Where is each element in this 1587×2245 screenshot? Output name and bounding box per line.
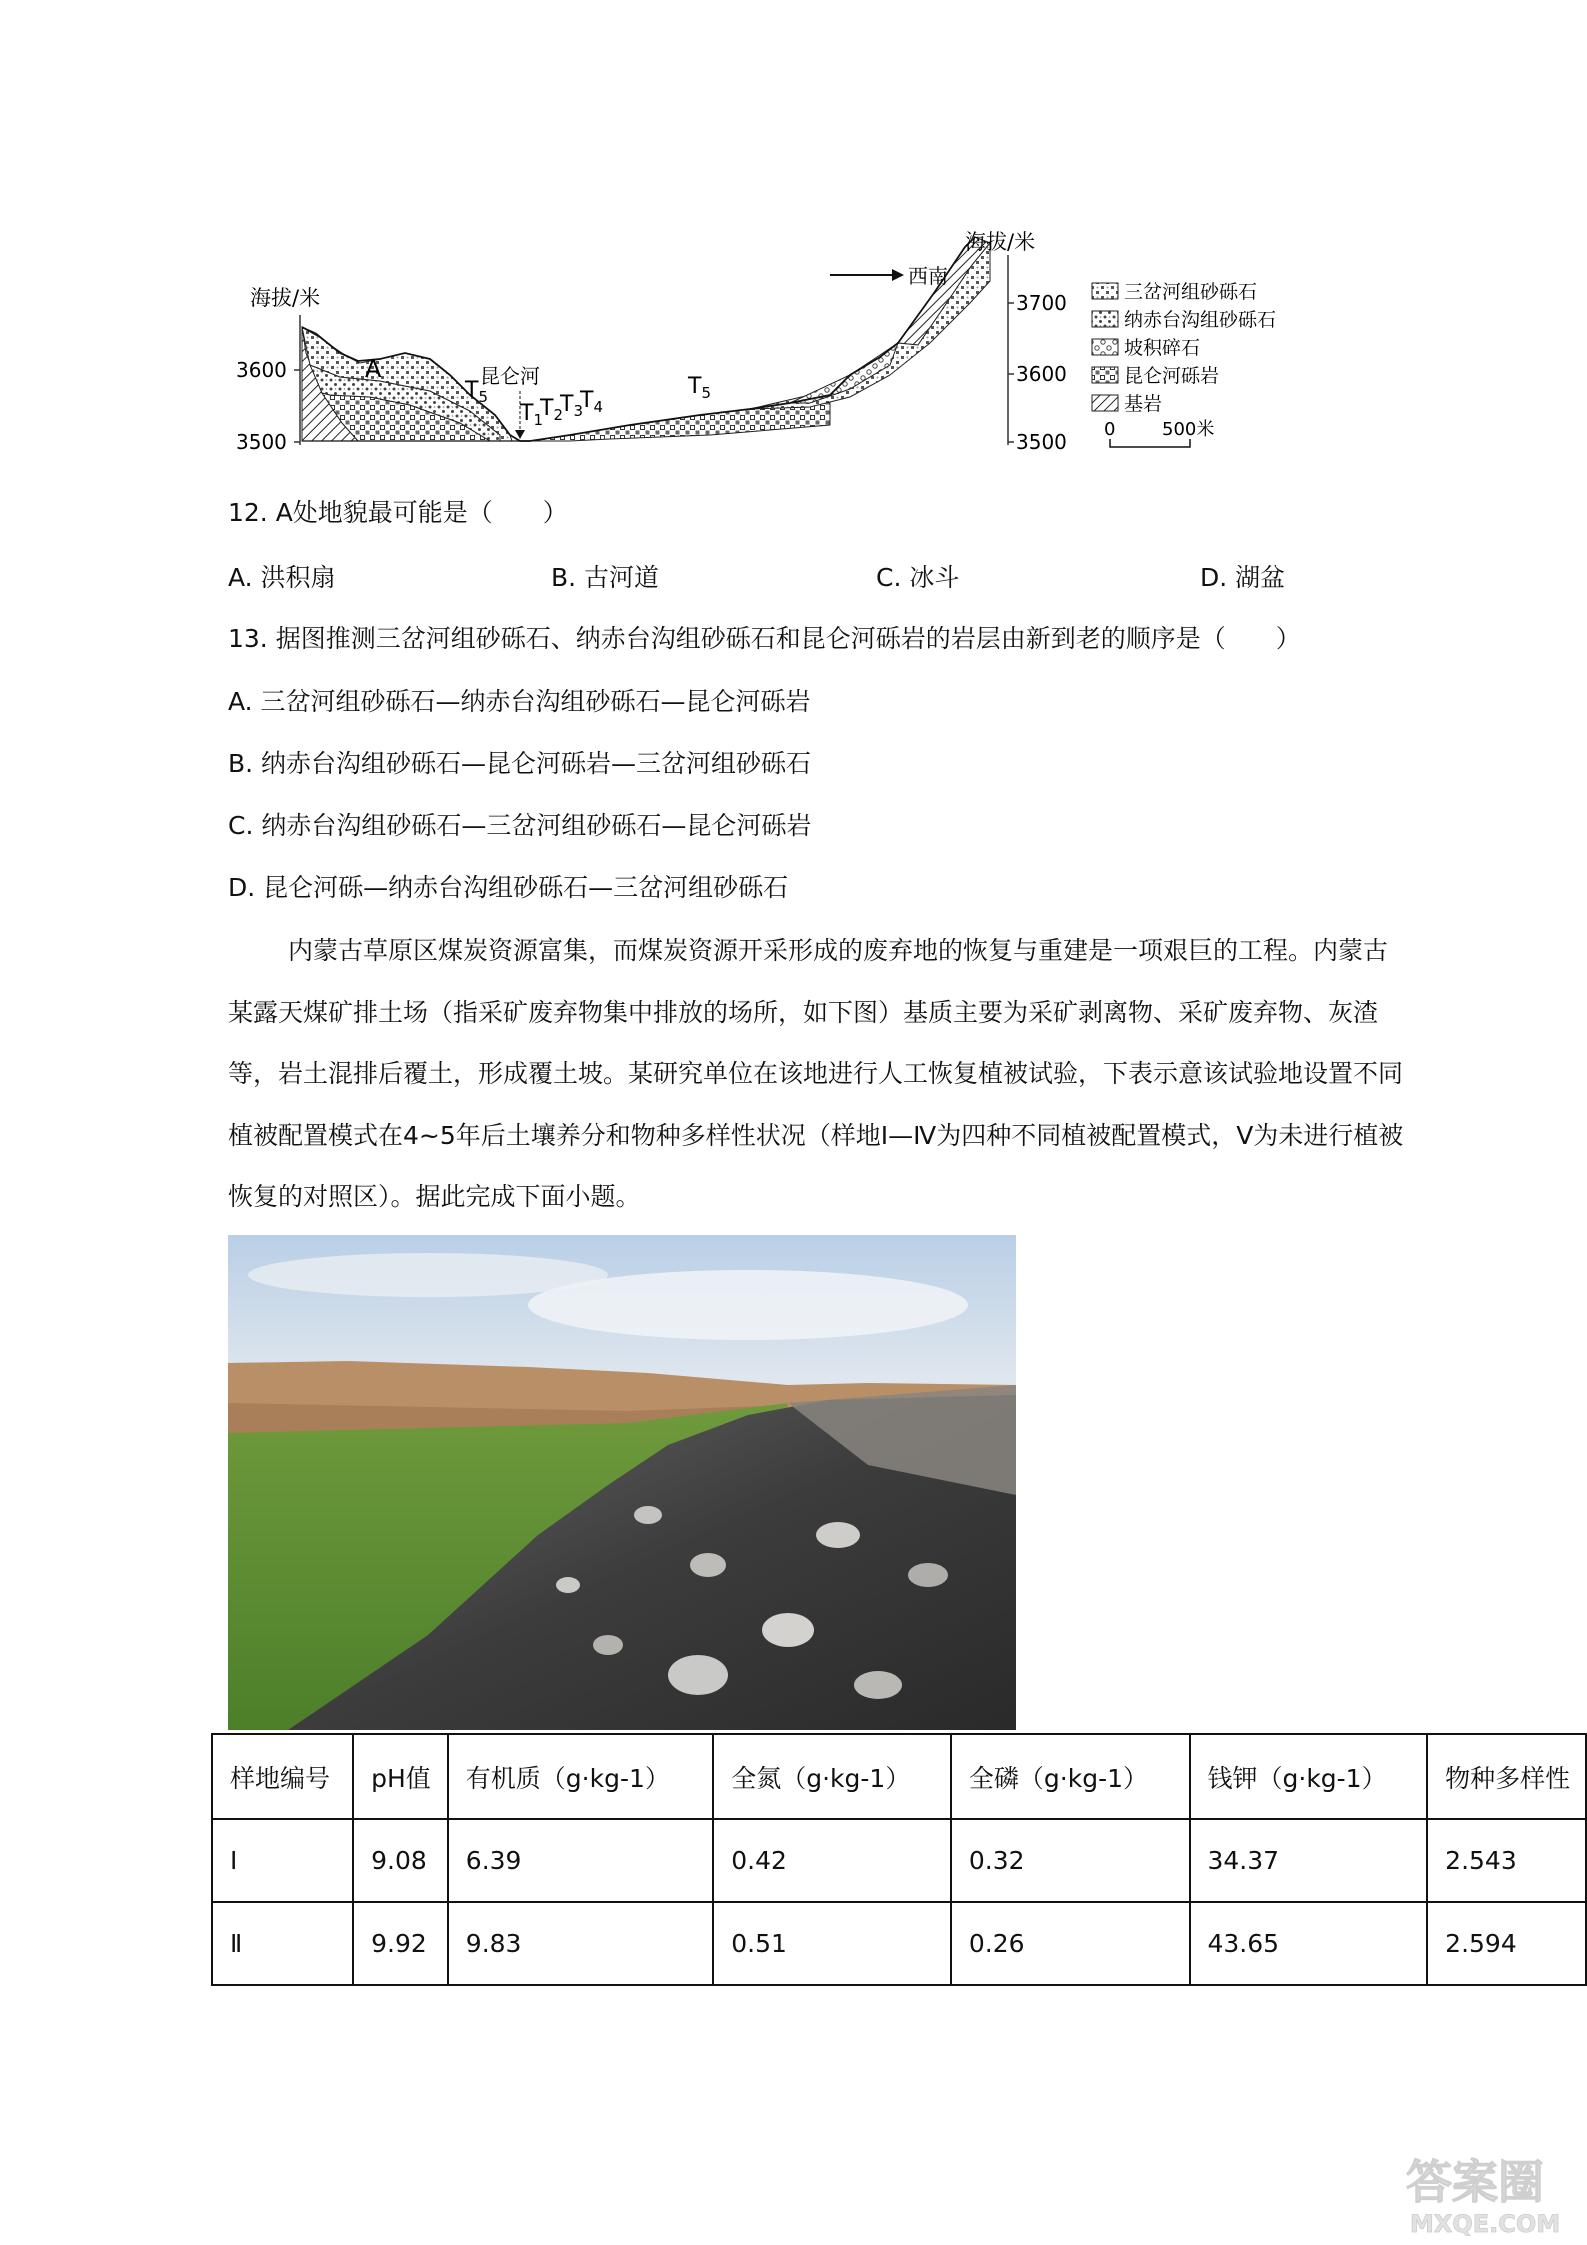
- legend-swatch-sanchahe: [1092, 283, 1118, 299]
- question-13-option-a: A. 三岔河组砂砾石—纳赤台沟组砂砾石—昆仑河砾岩: [228, 687, 811, 716]
- scale-zero: 0: [1104, 419, 1116, 440]
- left-tick-label: 3500: [236, 430, 287, 454]
- rock: [816, 1522, 860, 1548]
- table-header-row: [212, 1734, 1586, 1819]
- table-header-cell: 物种多样性: [1427, 1734, 1586, 1819]
- right-tick-label: 3500: [1016, 430, 1067, 454]
- legend-label: 三岔河组砂砾石: [1124, 281, 1258, 303]
- table-cell: 0.26: [951, 1902, 1190, 1985]
- watermark-logo: [1400, 2140, 1580, 2240]
- terrace-t1: $T_1$: [520, 401, 543, 429]
- table-cell: 9.08: [353, 1819, 448, 1902]
- table-header-cell: 全磷（g·kg-1）: [951, 1734, 1190, 1819]
- table-cell: 9.92: [353, 1902, 448, 1985]
- rock: [690, 1553, 726, 1577]
- question-12-option-c: C. 冰斗: [876, 563, 960, 592]
- table-cell: 9.83: [448, 1902, 713, 1985]
- terrace-t5-left: $T_5$: [465, 378, 488, 406]
- river-marker: [515, 430, 525, 439]
- question-13-option-d: D. 昆仑河砾—纳赤台沟组砂砾石—三岔河组砂砾石: [228, 873, 789, 902]
- legend-label: 纳赤台沟组砂砾石: [1124, 309, 1277, 331]
- table-header-cell: 钱钾（g·kg-1）: [1190, 1734, 1428, 1819]
- table-cell: 2.594: [1427, 1902, 1586, 1985]
- direction-arrowhead: [892, 269, 904, 281]
- table-row: [212, 1819, 1586, 1902]
- right-axis-title: 海拔/米: [965, 230, 1036, 254]
- table-header-cell: pH值: [353, 1734, 448, 1819]
- question-12-option-d: D. 湖盆: [1200, 563, 1286, 592]
- scale-label: 500米: [1162, 419, 1215, 440]
- legend-swatch-bedrock: [1092, 395, 1118, 411]
- terrace-t5-right: $T_5$: [688, 374, 711, 402]
- right-tick-label: 3600: [1016, 362, 1067, 386]
- geological-cross-section: [230, 225, 1360, 465]
- table-cell: Ⅱ: [212, 1902, 353, 1985]
- point-a-label: A: [365, 355, 382, 383]
- rock: [556, 1577, 580, 1593]
- scale-bar: [1110, 439, 1190, 447]
- rock: [762, 1613, 814, 1647]
- question-12-option-b: B. 古河道: [551, 563, 660, 592]
- table-header-cell: 样地编号: [212, 1734, 353, 1819]
- right-tick-label: 3700: [1016, 291, 1067, 315]
- rock: [593, 1635, 623, 1655]
- terrace-t2: $T_2$: [540, 396, 563, 424]
- table-cell: 0.42: [713, 1819, 951, 1902]
- table-cell: 0.51: [713, 1902, 951, 1985]
- cloud: [248, 1253, 608, 1297]
- table-cell: 2.543: [1427, 1819, 1586, 1902]
- table-cell: Ⅰ: [212, 1819, 353, 1902]
- legend-swatch-slope-debris: [1092, 339, 1118, 355]
- terrace-t4: $T_4$: [580, 388, 603, 416]
- dump-site-photo: [228, 1235, 1016, 1730]
- question-12-option-a: A. 洪积扇: [228, 563, 336, 592]
- passage-text: 内蒙古草原区煤炭资源富集，而煤炭资源开采形成的废弃地的恢复与重建是一项艰巨的工程。内蒙古某露天煤矿排土场（指采矿废弃物集中排放的场所，如下图）基质主要为采矿剥离物、采矿废弃物、灰渣等，岩土混排后覆土，形成覆土坡。某研究单位在该地进行人工恢复植被试验，下表示意该试验地设置不同植被配置模式在4~5年后土壤养分和物种多样性状况（样地Ⅰ—Ⅳ为四种不同植被配置模式，Ⅴ为未进行植被恢复的对照区）。据此完成下面小题。: [228, 936, 1404, 1211]
- question-13-stem: 13. 据图推测三岔河组砂砾石、纳赤台沟组砂砾石和昆仑河砾岩的岩层由新到老的顺序是（ ）: [228, 624, 1301, 653]
- legend-label: 坡积碎石: [1124, 337, 1201, 359]
- soil-nutrient-table: [211, 1733, 1587, 1986]
- rock: [854, 1671, 902, 1699]
- direction-label: 西南: [908, 264, 948, 288]
- table-cell: 43.65: [1190, 1902, 1428, 1985]
- terrace-t3: $T_3$: [560, 392, 583, 420]
- table-header-cell: 全氮（g·kg-1）: [713, 1734, 951, 1819]
- question-13-option-c: C. 纳赤台沟组砂砾石—三岔河组砂砾石—昆仑河砾岩: [228, 811, 812, 840]
- legend-swatch-kunlun: [1092, 367, 1118, 383]
- river-label: 昆仑河: [480, 364, 540, 388]
- table-cell: 34.37: [1190, 1819, 1428, 1902]
- table-cell: 6.39: [448, 1819, 713, 1902]
- legend-label: 基岩: [1124, 393, 1163, 415]
- rock: [908, 1563, 948, 1587]
- legend-swatch-nachitaigou: [1092, 311, 1118, 327]
- left-tick-label: 3600: [236, 358, 287, 382]
- rock: [634, 1506, 662, 1524]
- left-axis-title: 海拔/米: [250, 286, 321, 310]
- question-13-option-b: B. 纳赤台沟组砂砾石—昆仑河砾岩—三岔河组砂砾石: [228, 749, 812, 778]
- rock: [668, 1655, 728, 1695]
- table-cell: 0.32: [951, 1819, 1190, 1902]
- legend-label: 昆仑河砾岩: [1124, 365, 1220, 387]
- watermark-url: MXQE.COM: [1410, 2210, 1561, 2238]
- table-header-cell: 有机质（g·kg-1）: [448, 1734, 713, 1819]
- question-12-stem: 12. A处地貌最可能是（ ）: [228, 498, 568, 527]
- watermark-text: 答案圈: [1406, 2155, 1544, 2209]
- table-row: [212, 1902, 1586, 1985]
